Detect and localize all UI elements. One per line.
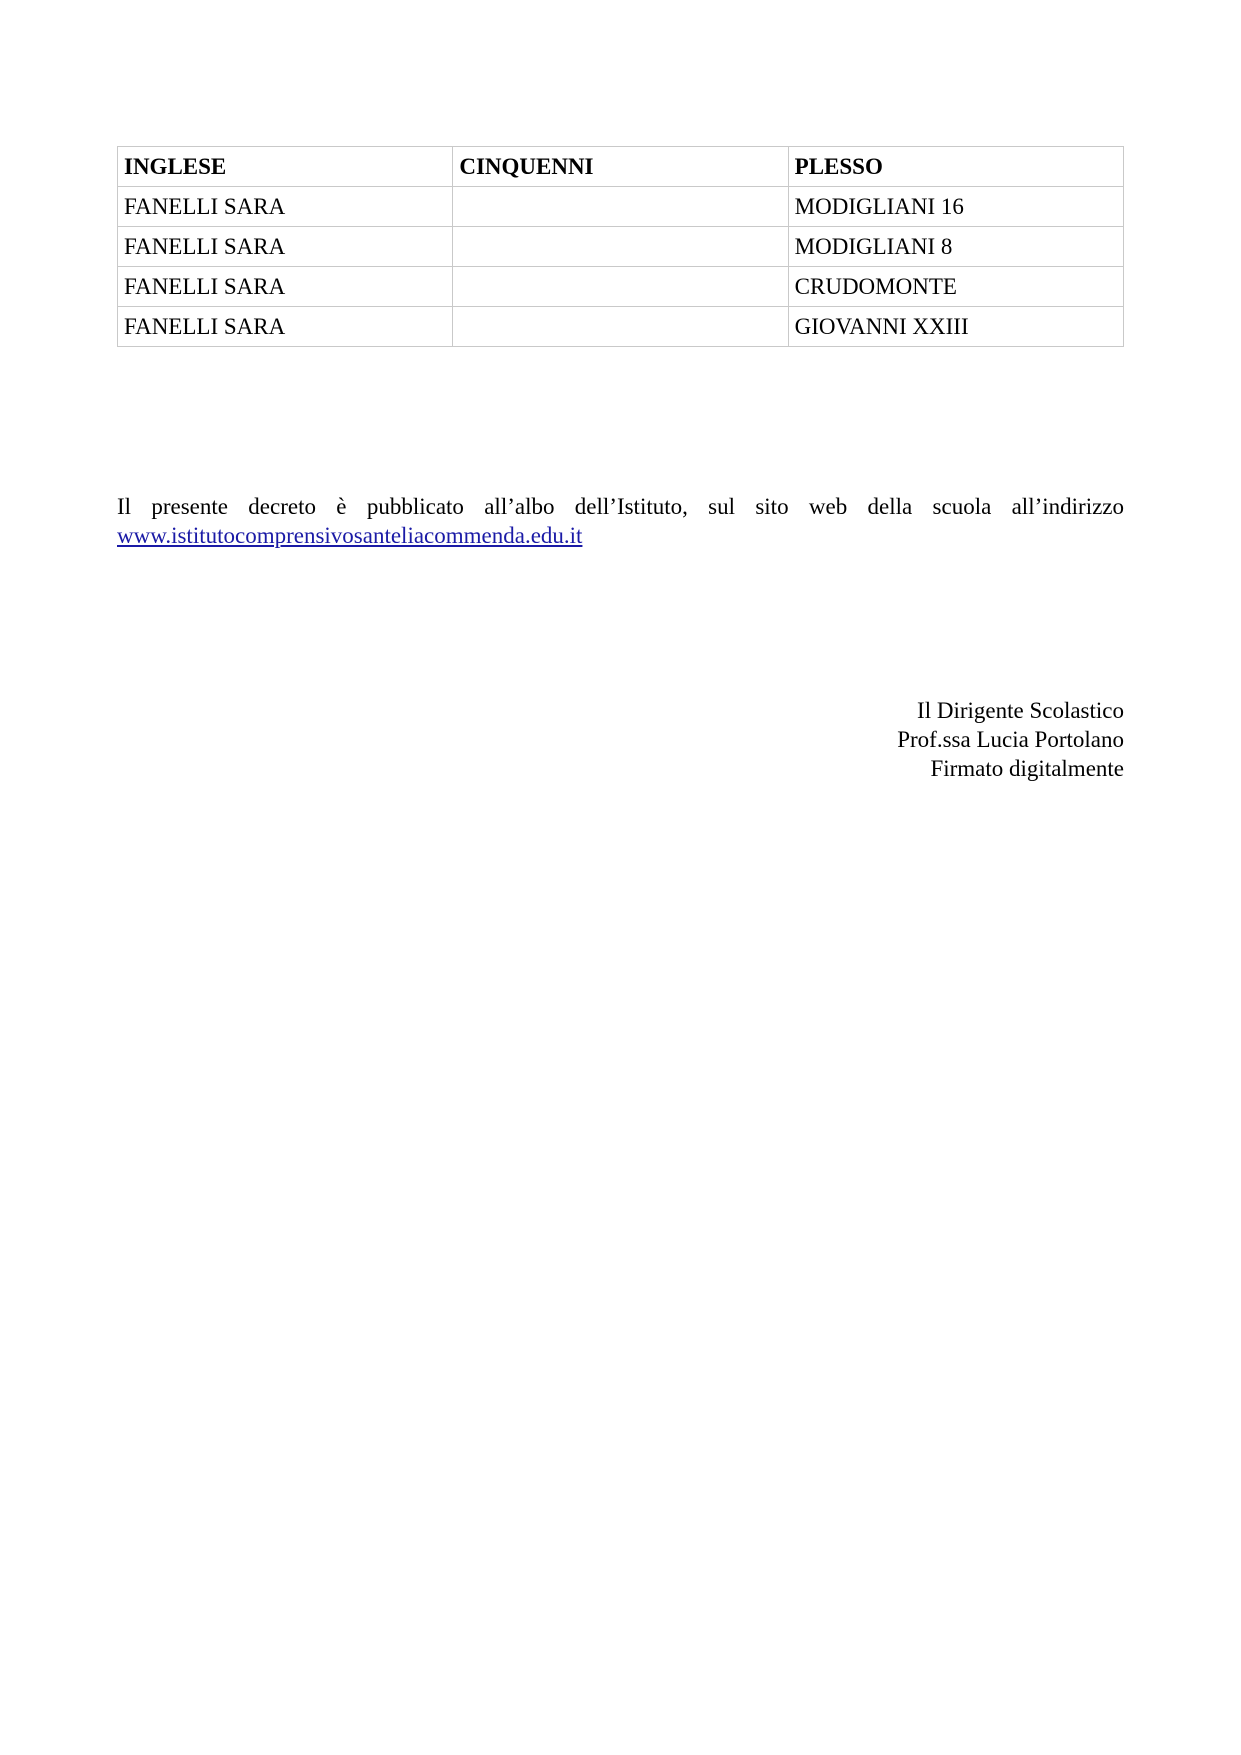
cell-cinquenni (453, 307, 788, 347)
signature-block (897, 696, 1124, 783)
table-header-row (118, 147, 1124, 187)
cell-plesso: MODIGLIANI 8 (788, 227, 1123, 267)
cell-cinquenni (453, 267, 788, 307)
table-row (118, 307, 1124, 347)
table-row (118, 227, 1124, 267)
assignment-table (117, 146, 1124, 347)
signature-note: Firmato digitalmente (930, 756, 1124, 781)
cell-teacher: FANELLI SARA (118, 227, 453, 267)
cell-plesso: CRUDOMONTE (788, 267, 1123, 307)
cell-cinquenni (453, 227, 788, 267)
table-row (118, 187, 1124, 227)
header-plesso: PLESSO (788, 147, 1123, 187)
header-cinquenni: CINQUENNI (453, 147, 788, 187)
cell-cinquenni (453, 187, 788, 227)
cell-teacher: FANELLI SARA (118, 307, 453, 347)
cell-plesso: MODIGLIANI 16 (788, 187, 1123, 227)
signer-role: Il Dirigente Scolastico (917, 698, 1124, 723)
cell-plesso: GIOVANNI XXIII (788, 307, 1123, 347)
cell-teacher: FANELLI SARA (118, 267, 453, 307)
header-inglese: INGLESE (118, 147, 453, 187)
publication-notice: Il presente decreto è pubblicato all’albo dell’Istituto, sul sito web della scuola all’indirizzo (117, 494, 1124, 519)
table-row (118, 267, 1124, 307)
signer-name: Prof.ssa Lucia Portolano (897, 727, 1124, 752)
cell-teacher: FANELLI SARA (118, 187, 453, 227)
school-website-link[interactable]: www.istitutocomprensivosanteliacommenda.edu.it (117, 523, 583, 548)
